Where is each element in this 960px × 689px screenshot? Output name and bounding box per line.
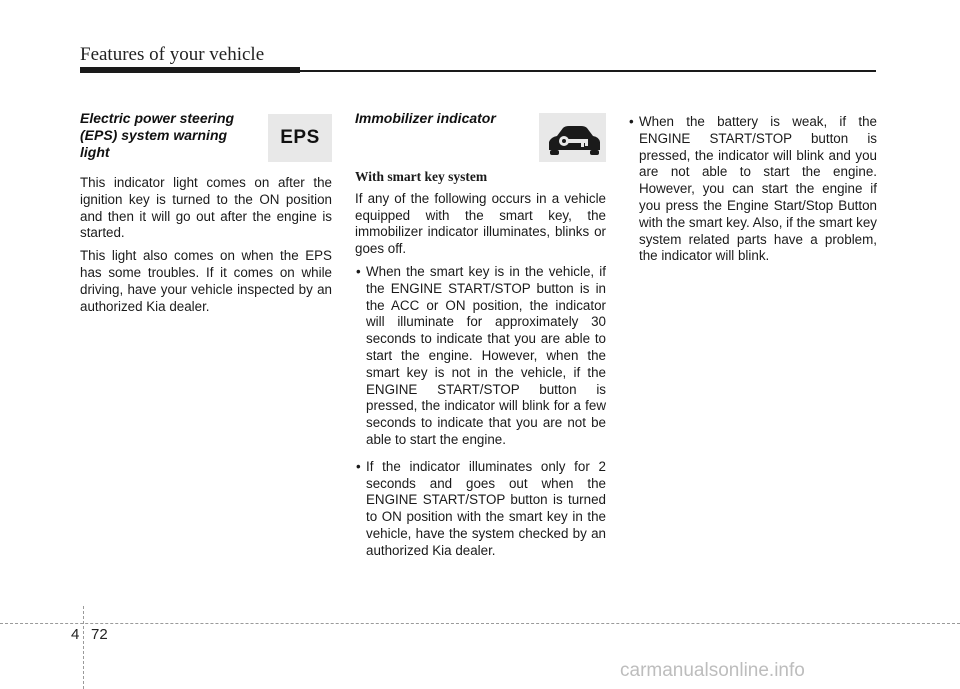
immobilizer-bullet-2: • If the indicator illuminates only for 2 seconds and goes out when the ENGINE START/STOP button is turned to ON position with the smart key in the vehicle, have the system checked by an authorized Kia dealer. bbox=[355, 459, 606, 560]
watermark: carmanualsonline.info bbox=[620, 660, 805, 681]
eps-paragraph-1: This indicator light comes on after the ignition key is turned to the ON position and then it will go out after the engine is started. bbox=[80, 175, 332, 241]
smart-key-subheading: With smart key system bbox=[355, 169, 488, 184]
key-car-icon bbox=[539, 113, 606, 162]
footer-divider bbox=[83, 606, 84, 689]
header-rule-thin bbox=[300, 70, 876, 72]
eps-icon-label: EPS bbox=[280, 127, 320, 148]
immobilizer-section bbox=[355, 110, 606, 570]
header-rule-thick bbox=[80, 67, 300, 73]
immobilizer-intro: If any of the following occurs in a vehicle equipped with the smart key, the immobilizer indicator illuminates, blinks or goes off. bbox=[355, 190, 606, 257]
eps-paragraph-2: This light also comes on when the EPS has some troubles. If it comes on while driving, have your vehicle inspected by an authorized Kia dealer. bbox=[80, 248, 332, 314]
immobilizer-bullet-3: • When the battery is weak, if the ENGINE START/STOP button is pressed, the indicator will blink and you are not able to start the engine. However, you can start the engine if you press the Engine Start/Stop Button with the smart key. Also, if the smart key system related parts have a problem, the indicator will blink. bbox=[628, 114, 877, 265]
eps-heading: Electric power steering (EPS) system warning light bbox=[80, 110, 235, 160]
immobilizer-bullet-1: • When the smart key is in the vehicle, if the ENGINE START/STOP button is in the ACC or ON position, the indicator will illuminate for approximately 30 seconds to indicate that you are able to start the engine. However, when the smart key is not in the vehicle, if the ENGINE START/STOP button is pressed, the indicator will blink for a few seconds to indicate that you are not be able to start the engine. bbox=[355, 264, 606, 449]
footer-rule bbox=[0, 623, 960, 624]
page-header-title: Features of your vehicle bbox=[80, 44, 265, 65]
immobilizer-icon-graphic bbox=[543, 116, 603, 160]
immobilizer-heading: Immobilizer indicator bbox=[355, 110, 496, 126]
immobilizer-section-continued bbox=[628, 114, 877, 275]
chapter-number: 4 bbox=[71, 626, 80, 643]
page-number: 72 bbox=[91, 626, 108, 643]
eps-warning-icon bbox=[268, 114, 332, 162]
